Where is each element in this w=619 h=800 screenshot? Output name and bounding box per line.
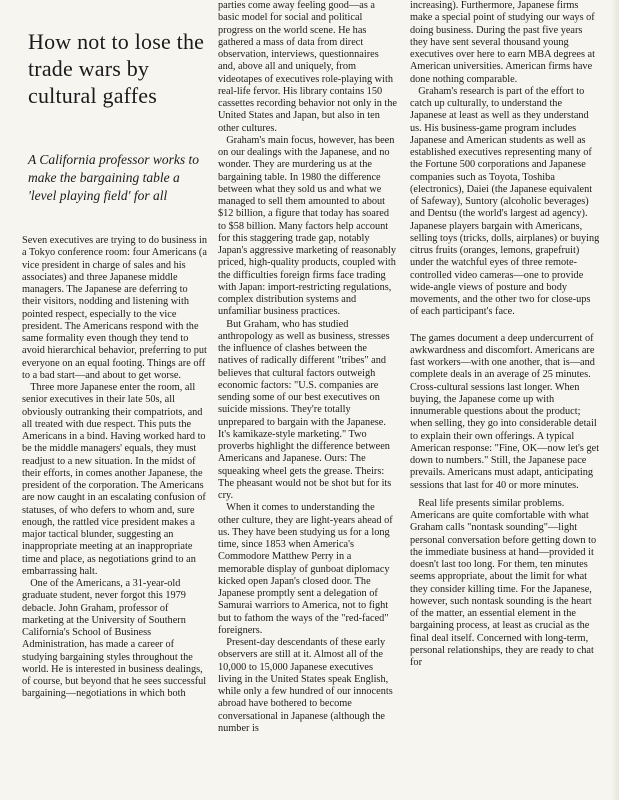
column-1-body — [22, 235, 208, 701]
paragraph: Graham's main focus, however, has been on our dealings with the Japanese, and no wonder. They are murdering us at the bargaining table. In 1980 the difference between what they sold us and what we managed to sell them amounted to about $12 billion, a figure that today has soared to $58 billion. Many factors help account for this staggering trade gap, notably Japan's aggressive marketing of reasonably priced, high-quality products, coupled with the difficulties foreign firms face trading with Japan: import-restricting regulations, complex distribution systems and unfamiliar business practices. — [218, 134, 396, 318]
scan-edge — [611, 0, 619, 800]
paragraph: The games document a deep undercurrent of awkwardness and discomfort. Americans are fast workers—with one another, that is—and complete deals in an average of 25 minutes. Cross-cultural sessions last longer. When buying, the Japanese come up with innumerable questions about the product; when selling, they go into considerable detail to explain their own offerings. A typical American response: "Fine, OK—now let's get down to numbers." Still, the Japanese pace prevails. Americans must adapt, anticipating sessions that last for 40 or more minutes. — [410, 332, 600, 491]
paragraph: increasing). Furthermore, Japanese firms make a special point of studying our ways of doing business. During the past five years they have sent several thousand young executives over here to earn MBA degrees at American universities. American firms have done nothing comparable. — [410, 0, 595, 85]
section-break — [410, 319, 600, 333]
column-1 — [22, 0, 208, 701]
paragraph: Seven executives are trying to do business in a Tokyo conference room: four Americans (a vice president in charge of sales and his associates) and three Japanese middle managers. The Japanese are deferring to their visitors, nodding and listening with pointed respect, especially to the vice president. The Americans respond with the same formality even though they tend to avoid hierarchical behavior, preferring to put everyone on an equal footing. Things are off to a bad start—and about to get worse. — [22, 235, 208, 381]
paragraph: One of the Americans, a 31-year-old graduate student, never forgot this 1979 debacle. John Graham, professor of marketing at the University of Southern California's School of Business Administration, has made a career of studying bargaining styles throughout the world. He is interested in business dealings, of course, but beyond that he sees successful bargaining—negotiations in which both — [22, 578, 207, 700]
paragraph: Graham's research is part of the effort to catch up culturally, to understand the Japanese at least as well as they understand us. His business-game program includes Japanese and American students as well as established executives representing many of the Fortune 500 corporations and Japanese companies such as Toyota, Toshiba (electronics), Daiei (the Japanese equivalent of Safeway), Suntory (alcoholic beverages) and Dentsu (the world's largest ad agency). Japanese players bargain with Americans, selling toys (tricks, dolls, airplanes) or buying citrus fruits (oranges, lemons, grapefruit) under the watchful eyes of three remote-controlled video cameras—one to provide wide-angle views of posture and body movements, and the other two for close-ups of each participant's face. — [410, 85, 600, 318]
column-2-body — [218, 0, 398, 735]
paragraph: But Graham, who has studied anthropology as well as business, stresses the influence of clashes between the natives of radically different "tribes" and believes that cultural factors outweigh economic factors: "U.S. companies are sending some of our best executives on suicide missions. They're totally unprepared to bargain with the Japanese. It's kamikaze-style marketing." Two proverbs highlight the difference between Americans and Japanese. Ours: The squeaking wheel gets the grease. Theirs: The pheasant would not be shot but for its cry. — [218, 318, 392, 501]
headline: How not to lose the trade wars by cultural gaffes — [28, 29, 205, 108]
paragraph: parties come away feeling good—as a basic model for social and political progress on the world scene. He has gathered a mass of data from direct observation, interviews, questionnaires and, above all and uniquely, from videotapes of executives role-playing with real-life fervor. His library contains 150 cassettes recording behavior not only in the United States and Japan, but also in ten other cultures. — [218, 0, 397, 134]
paragraph: Three more Japanese enter the room, all senior executives in their late 50s, all obviously outranking their compatriots, and all treated with due respect. This puts the Americans in a bind. Having worked hard to be the middle managers' equals, they must readjust to a new situation. In the midst of their efforts, in comes another Japanese, the president of the corporation. The Americans are now caught in an escalating confusion of statuses, of who defers to whom and, sure enough, the rattled vice president makes a major tactical blunder, suggesting an inappropriate meeting at an inappropriate time and place, as negotiations grind to an embarrassing halt. — [22, 382, 206, 577]
paragraph: Present-day descendants of these early observers are still at it. Almost all of the 10,000 to 15,000 Japanese executives living in the United States speak English, while only a few hundred of our innocents abroad have bothered to become conversational in Japanese (although the number is — [218, 637, 393, 734]
column-3 — [410, 0, 600, 669]
column-3-body — [410, 0, 600, 669]
deck-subtitle: A California professor works to make the bargaining table a 'level playing field' for all — [28, 152, 200, 203]
paragraph: Real life presents similar problems. Americans are quite comfortable with what Graham calls "nontask sounding"—light personal conversation before getting down to the immediate business at hand—provided it doesn't last too long. For them, ten minutes seems appropriate, about the limit for what they consider killing time. For the Japanese, however, such nontask sounding is the heart of the matter, an essential element in the bargaining process, at least as crucial as the final deal itself. Concerned with long-term, personal relationships, they are ready to chat for — [410, 497, 597, 668]
paragraph: When it comes to understanding the other culture, they are light-years ahead of us. They have been studying us for a long time, since 1853 when America's Commodore Matthew Perry in a memorable display of gunboat diplomacy kicked open Japan's closed door. The Japanese promptly sent a delegation of Samurai warriors to America, not to fight but to fathom the ways of the "red-faced" foreigners. — [218, 502, 393, 636]
column-2 — [218, 0, 398, 735]
